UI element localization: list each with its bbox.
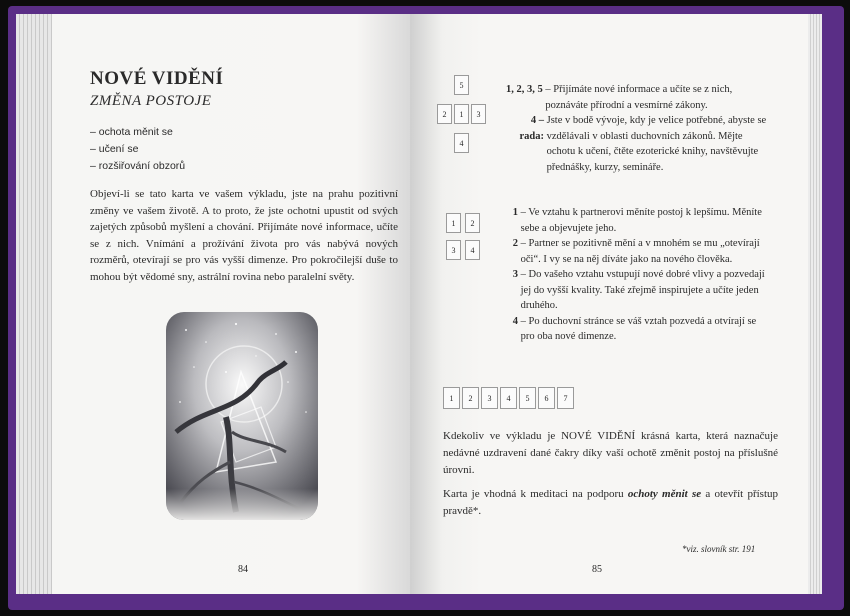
spread-position: 4 bbox=[465, 240, 480, 260]
meditation-text-end: a otevřít přístup pravdě*. bbox=[443, 488, 779, 517]
legend-text: – Ve vztahu k partnerovi měníte postoj k lepšímu. Měníte sebe a objevujete jeho. bbox=[520, 207, 762, 234]
spread-position: 1 bbox=[446, 213, 461, 233]
spread-position: 5 bbox=[454, 75, 469, 95]
legend-key: 4 – rada: bbox=[519, 115, 544, 142]
spread-position: 3 bbox=[446, 240, 461, 260]
card-subtitle: ZMĚNA POSTOJE bbox=[90, 93, 212, 109]
legend-key: 4 bbox=[512, 315, 518, 327]
keyword-item: – ochota měnit se bbox=[90, 126, 173, 138]
meditation-paragraph bbox=[443, 486, 778, 520]
page-edges-right bbox=[808, 14, 822, 594]
spread-position: 7 bbox=[557, 387, 574, 409]
legend-item bbox=[508, 314, 776, 345]
square-spread-legend bbox=[508, 205, 776, 345]
spread-position: 6 bbox=[538, 387, 555, 409]
card-illustration bbox=[166, 312, 318, 520]
legend-text: Jste v bodě vývoje, kdy je velice potřebné, abyste se vzdělávali v oblasti duchovních zákonů. Mějte ochotu k učení, čtěte ezoterické knihy, navštěvujte přednášky, kurzy, semináře. bbox=[546, 115, 767, 173]
page-edges-left bbox=[16, 14, 56, 594]
footnote: *viz. slovník str. 191 bbox=[682, 544, 756, 554]
spread-position: 2 bbox=[462, 387, 479, 409]
page-number-left: 84 bbox=[238, 564, 248, 575]
spread-position: 2 bbox=[437, 104, 452, 124]
spread-position: 4 bbox=[454, 133, 469, 153]
keyword-item: – rozšiřování obzorů bbox=[90, 160, 186, 172]
legend-text: – Partner se pozitivně mění a v mnohém se mu „otevírají oči“. I vy se na něj díváte jako na nového člověka. bbox=[520, 238, 760, 265]
spread-position: 3 bbox=[471, 104, 486, 124]
cross-spread-legend bbox=[506, 82, 774, 175]
card-description: Objeví-li se tato karta ve vašem výkladu, jste na prahu pozitivní změny ve vašem životě. A to proto, že jste ochotni upustit od svých zajetých způsobů myšlení a chování. Přijímáte nové informace, učíte se z nich. Vnímání a prožívání života pro vás nabývá nových rozměrů, otevírají se pro vás vyšší dimenze. Pro pokročilejší duše to mohou být vědomé sny, astrální rovina nebo paralelní světy. bbox=[90, 188, 398, 283]
spread-position: 4 bbox=[500, 387, 517, 409]
spread-position: 3 bbox=[481, 387, 498, 409]
legend-text: – Po duchovní stránce se váš vztah pozvedá a otvírají se pro oba nové dimenze. bbox=[520, 315, 757, 342]
summary-paragraph: Kdekoliv ve výkladu je NOVÉ VIDĚNÍ krásná karta, která naznačuje nedávné uzdravení dané čakry díky vaší ochotě změnit postoj na příslušné úrovni. bbox=[443, 430, 778, 476]
page-number-right: 85 bbox=[592, 564, 602, 575]
meditation-text: Karta je vhodná k meditaci na podporu bbox=[443, 488, 628, 500]
legend-item bbox=[506, 113, 774, 175]
card-title: NOVÉ VIDĚNÍ bbox=[90, 68, 224, 89]
keyword-item: – učení se bbox=[90, 143, 139, 155]
legend-key: 3 bbox=[512, 269, 518, 280]
legend-key: 2 bbox=[512, 238, 518, 249]
legend-item bbox=[508, 236, 776, 267]
legend-item bbox=[508, 267, 776, 314]
keyword-list bbox=[90, 124, 185, 175]
spread-position: 2 bbox=[465, 213, 480, 233]
spread-position: 5 bbox=[519, 387, 536, 409]
legend-key: 1 bbox=[512, 207, 518, 218]
spread-position: 1 bbox=[454, 104, 469, 124]
spread-position: 1 bbox=[443, 387, 460, 409]
legend-text: – Přijímáte nové informace a učíte se z nich, poznáváte přírodní a vesmírné zákony. bbox=[545, 84, 733, 111]
legend-text: – Do vašeho vztahu vstupují nové dobré vlivy a pozvedají jej do vyšší kvality. Také zřejmě inspirujete a učíte jeden druhého. bbox=[520, 269, 765, 311]
legend-key: 1, 2, 3, 5 bbox=[506, 84, 543, 95]
legend-item bbox=[508, 205, 776, 236]
legend-item bbox=[506, 82, 774, 113]
meditation-emphasis: ochoty měnit se bbox=[627, 488, 702, 500]
